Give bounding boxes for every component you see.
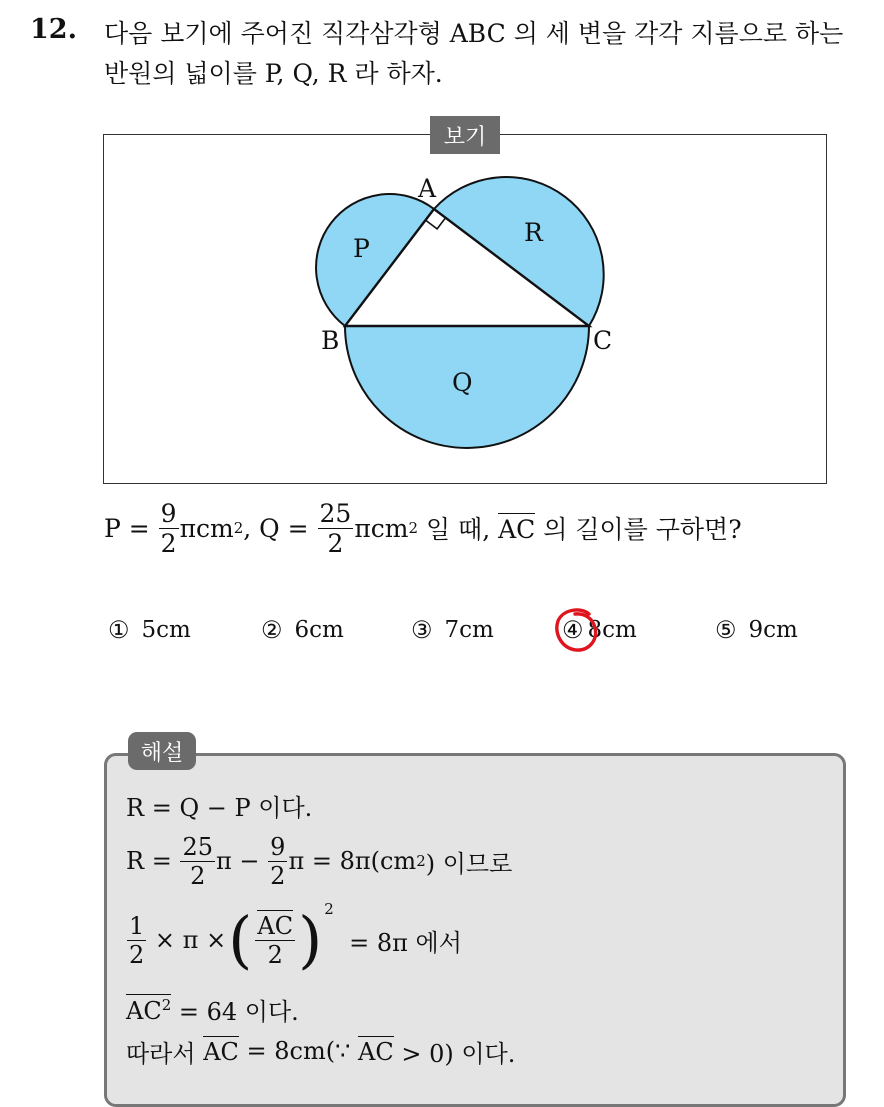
squared-sup: 2 (161, 995, 172, 1014)
explanation-text: 따라서 (126, 1039, 204, 1068)
choice-text: 7cm (444, 617, 494, 643)
condition-q-unit: πcm (354, 513, 409, 543)
fraction-9-2 (159, 498, 179, 558)
fraction-25-2 (318, 498, 354, 558)
choice-mark: ④ (562, 616, 584, 644)
fraction-denominator: 2 (160, 528, 177, 558)
choice-text: 8cm (587, 617, 637, 643)
choice-2[interactable] (261, 616, 344, 644)
condition-p-unit: πcm (179, 513, 234, 543)
region-label-q: Q (452, 368, 473, 397)
explanation-text: ) 이므로 (425, 849, 513, 878)
explanation-line-5 (126, 1032, 515, 1070)
fraction-numerator: 9 (270, 832, 286, 861)
squared-sup: 2 (408, 519, 419, 537)
answer-circle-stroke (557, 610, 596, 650)
question-number: 12. (30, 14, 77, 45)
explanation-text: R = (126, 847, 172, 875)
segment-ac: AC (257, 911, 294, 940)
condition-line (104, 496, 742, 560)
choice-mark: ① (108, 616, 130, 644)
explanation-line-3 (126, 898, 462, 982)
explanation-line-2 (126, 830, 512, 892)
fraction-ac-2 (255, 911, 295, 969)
choice-mark: ② (261, 616, 283, 644)
squared-sup: 2 (324, 900, 334, 918)
left-paren: ( (228, 903, 253, 976)
condition-q-lhs: Q = (259, 513, 309, 543)
condition-p-lhs: P = (104, 513, 150, 543)
condition-tail-1: 일 때, (418, 515, 499, 544)
fraction-denominator: 2 (190, 861, 206, 890)
squared-sup: 2 (233, 519, 244, 537)
fraction-numerator: 25 (182, 832, 213, 861)
fraction-denominator: 2 (267, 940, 283, 969)
selected-answer-circle-icon (551, 604, 603, 656)
explanation-text: = 64 이다. (171, 997, 299, 1026)
figure-box-label: 보기 (430, 116, 500, 154)
fraction-9-2 (268, 832, 287, 890)
choice-text: 9cm (748, 617, 798, 643)
fraction-denominator: 2 (129, 940, 145, 969)
explanation-text: = 8π 에서 (349, 928, 462, 957)
fraction-25-2 (180, 832, 215, 890)
choice-5[interactable] (715, 616, 798, 644)
region-label-r: R (524, 218, 543, 247)
fraction-denominator: 2 (327, 528, 344, 558)
condition-tail-2: 의 길이를 구하면? (535, 515, 742, 544)
segment-ac: AC (126, 996, 162, 1025)
squared-sup: 2 (416, 852, 426, 870)
choice-text: 5cm (141, 617, 191, 643)
explanation-line-4 (126, 990, 299, 1028)
question-line-1: 다음 보기에 주어진 직각삼각형 ABC 의 세 변을 각각 지름으로 하는 (104, 19, 844, 48)
right-paren: ) (298, 903, 323, 976)
question-line-2: 반원의 넓이를 P, Q, R 라 하자. (104, 59, 443, 88)
fraction-numerator: 25 (319, 498, 352, 528)
explanation-line-1 (126, 786, 312, 824)
fraction-denominator: 2 (270, 861, 286, 890)
explanation-label: 해설 (128, 732, 196, 770)
choice-mark: ⑤ (715, 616, 737, 644)
fraction-numerator: 9 (160, 498, 177, 528)
choice-1[interactable] (108, 616, 191, 644)
choice-3[interactable] (411, 616, 494, 644)
explanation-text: π − (216, 847, 260, 875)
fraction-numerator: 1 (129, 911, 145, 940)
segment-ac: AC (498, 514, 536, 544)
condition-sep: , (243, 513, 252, 543)
choice-text: 6cm (294, 617, 344, 643)
vertex-label-a: A (418, 174, 437, 203)
explanation-text: × π × (154, 926, 227, 954)
explanation-text: = 8cm(∵ (238, 1037, 358, 1065)
segment-ac-squared (126, 994, 171, 1025)
region-label-p: P (353, 234, 370, 263)
fraction-numerator (255, 911, 295, 941)
fraction-1-2 (127, 911, 146, 969)
segment-ac: AC (203, 1038, 239, 1066)
explanation-text: π = 8π(cm (288, 847, 417, 875)
explanation-text: > 0) 이다. (393, 1039, 516, 1068)
vertex-label-c: C (593, 326, 613, 355)
choice-mark: ③ (411, 616, 433, 644)
vertex-label-b: B (321, 326, 340, 355)
explanation-text: R = Q − P 이다. (126, 793, 313, 822)
segment-ac: AC (358, 1038, 394, 1066)
